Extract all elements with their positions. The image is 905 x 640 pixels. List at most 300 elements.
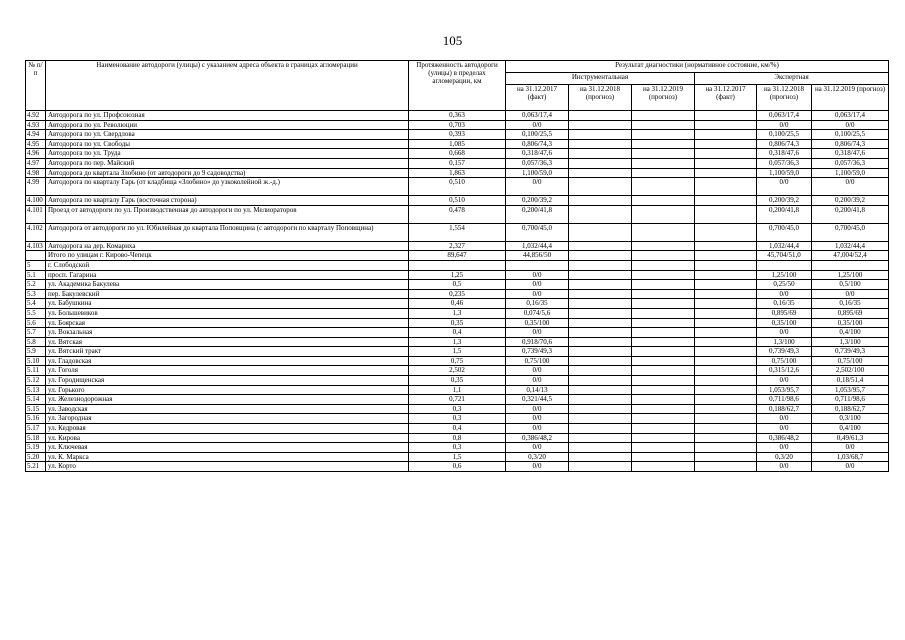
- diagnostics-table: [25, 60, 889, 472]
- row-number-cell: 4.103: [26, 241, 46, 251]
- instr-2017-cell: [506, 260, 569, 270]
- expert-2017-cell: [695, 366, 757, 376]
- road-name-cell: Автодорога по пер. Майский: [46, 158, 409, 168]
- instr-2019-cell: [632, 308, 695, 318]
- road-name-cell: ул. Бабушкина: [46, 299, 409, 309]
- road-name-cell: ул. Заводская: [46, 404, 409, 414]
- header-col-4: на 31.12.2017 (факт): [695, 85, 757, 111]
- instr-2019-cell: [632, 251, 695, 261]
- expert-2018-cell: 0,739/49,3: [757, 347, 812, 357]
- row-number-cell: 5.15: [26, 404, 46, 414]
- table-row: [26, 178, 889, 196]
- row-number-cell: 5.8: [26, 337, 46, 347]
- expert-2018-cell: 1,100/59,0: [757, 168, 812, 178]
- expert-2018-cell: 0,75/100: [757, 356, 812, 366]
- expert-2019-cell: 0,700/45,0: [812, 223, 889, 241]
- table-row: [26, 168, 889, 178]
- road-name-cell: ул. Вятская: [46, 337, 409, 347]
- expert-2019-cell: 0,200/41,8: [812, 205, 889, 223]
- row-number-cell: 5.18: [26, 433, 46, 443]
- instr-2017-cell: 0/0: [506, 376, 569, 386]
- expert-2018-cell: 0,100/25,5: [757, 130, 812, 140]
- instr-2018-cell: [569, 280, 632, 290]
- road-length-cell: 0,46: [409, 299, 506, 309]
- expert-2019-cell: 1,03/68,7: [812, 452, 889, 462]
- table-row: [26, 205, 889, 223]
- expert-2018-cell: 1,25/100: [757, 270, 812, 280]
- table-row: [26, 366, 889, 376]
- instr-2017-cell: 0,318/47,6: [506, 149, 569, 159]
- expert-2018-cell: 0/0: [757, 376, 812, 386]
- instr-2018-cell: [569, 356, 632, 366]
- expert-2018-cell: 0/0: [757, 414, 812, 424]
- instr-2018-cell: [569, 308, 632, 318]
- road-length-cell: 0,8: [409, 433, 506, 443]
- expert-2017-cell: [695, 120, 757, 130]
- instr-2019-cell: [632, 223, 695, 241]
- instr-2019-cell: [632, 414, 695, 424]
- header-col-6: на 31.12.2019 (прогноз): [812, 85, 889, 111]
- instr-2018-cell: [569, 130, 632, 140]
- expert-2018-cell: 0/0: [757, 120, 812, 130]
- expert-2019-cell: 47,004/52,4: [812, 251, 889, 261]
- table-row: [26, 385, 889, 395]
- road-length-cell: 0,3: [409, 414, 506, 424]
- instr-2018-cell: [569, 251, 632, 261]
- instr-2017-cell: 0,200/39,2: [506, 196, 569, 206]
- instr-2018-cell: [569, 347, 632, 357]
- row-number-cell: 5.21: [26, 462, 46, 472]
- instr-2019-cell: [632, 280, 695, 290]
- expert-2017-cell: [695, 424, 757, 434]
- road-length-cell: 1,5: [409, 347, 506, 357]
- instr-2017-cell: 0/0: [506, 462, 569, 472]
- road-length-cell: 0,35: [409, 376, 506, 386]
- instr-2018-cell: [569, 149, 632, 159]
- road-length-cell: 89,647: [409, 251, 506, 261]
- expert-2017-cell: [695, 462, 757, 472]
- expert-2017-cell: [695, 452, 757, 462]
- expert-2017-cell: [695, 433, 757, 443]
- expert-2017-cell: [695, 414, 757, 424]
- expert-2019-cell: 1,25/100: [812, 270, 889, 280]
- expert-2018-cell: 0,700/45,0: [757, 223, 812, 241]
- instr-2019-cell: [632, 385, 695, 395]
- expert-2019-cell: 0,75/100: [812, 356, 889, 366]
- road-name-cell: Автодорога по ул. Свердлова: [46, 130, 409, 140]
- road-length-cell: 0,510: [409, 196, 506, 206]
- row-number-cell: 5.11: [26, 366, 46, 376]
- road-length-cell: 0,721: [409, 395, 506, 405]
- table-row: [26, 404, 889, 414]
- road-name-cell: ул. Железнодорожная: [46, 395, 409, 405]
- expert-2019-cell: 0,49/61,3: [812, 433, 889, 443]
- instr-2018-cell: [569, 111, 632, 121]
- expert-2017-cell: [695, 443, 757, 453]
- road-length-cell: 2,502: [409, 366, 506, 376]
- row-number-cell: 5: [26, 260, 46, 270]
- instr-2019-cell: [632, 130, 695, 140]
- expert-2019-cell: 1,3/100: [812, 337, 889, 347]
- table-row: [26, 376, 889, 386]
- expert-2017-cell: [695, 223, 757, 241]
- expert-2018-cell: 0,318/47,6: [757, 149, 812, 159]
- road-name-cell: ул. Городищенская: [46, 376, 409, 386]
- instr-2018-cell: [569, 404, 632, 414]
- row-number-cell: 5.10: [26, 356, 46, 366]
- expert-2017-cell: [695, 299, 757, 309]
- table-row: [26, 149, 889, 159]
- table-row: [26, 452, 889, 462]
- road-length-cell: 1,554: [409, 223, 506, 241]
- expert-2018-cell: 0/0: [757, 424, 812, 434]
- expert-2018-cell: 0,895/69: [757, 308, 812, 318]
- instr-2018-cell: [569, 366, 632, 376]
- road-name-cell: Автодорога по ул. Труда: [46, 149, 409, 159]
- table-row: [26, 120, 889, 130]
- road-length-cell: 0,235: [409, 289, 506, 299]
- table-row: [26, 260, 889, 270]
- instr-2019-cell: [632, 433, 695, 443]
- instr-2019-cell: [632, 356, 695, 366]
- table-body: [26, 111, 889, 472]
- row-number-cell: 4.96: [26, 149, 46, 159]
- expert-2019-cell: 0/0: [812, 178, 889, 196]
- expert-2019-cell: 0,35/100: [812, 318, 889, 328]
- road-length-cell: 1,3: [409, 337, 506, 347]
- expert-2018-cell: 1,3/100: [757, 337, 812, 347]
- expert-2017-cell: [695, 356, 757, 366]
- instr-2018-cell: [569, 424, 632, 434]
- instr-2018-cell: [569, 178, 632, 196]
- instr-2019-cell: [632, 241, 695, 251]
- instr-2019-cell: [632, 168, 695, 178]
- instr-2017-cell: 0,321/44,5: [506, 395, 569, 405]
- expert-2018-cell: 0,3/20: [757, 452, 812, 462]
- instr-2018-cell: [569, 120, 632, 130]
- instr-2019-cell: [632, 120, 695, 130]
- expert-2017-cell: [695, 196, 757, 206]
- expert-2018-cell: 0/0: [757, 462, 812, 472]
- instr-2017-cell: 0,918/70,6: [506, 337, 569, 347]
- expert-2017-cell: [695, 289, 757, 299]
- instr-2018-cell: [569, 337, 632, 347]
- table-row: [26, 318, 889, 328]
- expert-2019-cell: 0,895/69: [812, 308, 889, 318]
- instr-2017-cell: 0/0: [506, 178, 569, 196]
- expert-2018-cell: 1,032/44,4: [757, 241, 812, 251]
- expert-2019-cell: 1,032/44,4: [812, 241, 889, 251]
- expert-2018-cell: 0,188/62,7: [757, 404, 812, 414]
- road-name-cell: ул. Боярская: [46, 318, 409, 328]
- road-name-cell: ул. Горького: [46, 385, 409, 395]
- expert-2017-cell: [695, 376, 757, 386]
- road-length-cell: 0,393: [409, 130, 506, 140]
- road-length-cell: 2,327: [409, 241, 506, 251]
- header-col-2: на 31.12.2018 (прогноз): [569, 85, 632, 111]
- expert-2019-cell: 0,806/74,3: [812, 139, 889, 149]
- row-number-cell: 5.9: [26, 347, 46, 357]
- expert-2019-cell: 0,5/100: [812, 280, 889, 290]
- table-row: [26, 223, 889, 241]
- road-length-cell: 0,3: [409, 404, 506, 414]
- instr-2019-cell: [632, 158, 695, 168]
- road-name-cell: Автодорога по ул. Революции: [46, 120, 409, 130]
- row-number-cell: 4.97: [26, 158, 46, 168]
- expert-2017-cell: [695, 347, 757, 357]
- instr-2019-cell: [632, 270, 695, 280]
- instr-2017-cell: 0,074/5,6: [506, 308, 569, 318]
- road-name-cell: Автодорога от автодороги по ул. Юбилейная до квартала Поповщина (с автодороги по кварталу Поповщина): [46, 223, 409, 241]
- road-name-cell: г. Слободской: [46, 260, 409, 270]
- instr-2018-cell: [569, 241, 632, 251]
- road-name-cell: ул. Вокзальная: [46, 328, 409, 338]
- instr-2018-cell: [569, 205, 632, 223]
- road-name-cell: ул. Загородная: [46, 414, 409, 424]
- expert-2018-cell: 0/0: [757, 289, 812, 299]
- road-length-cell: 0,703: [409, 120, 506, 130]
- instr-2019-cell: [632, 205, 695, 223]
- road-name-cell: ул. Кирова: [46, 433, 409, 443]
- road-name-cell: Итого по улицам г. Кирово-Чепецк: [46, 251, 409, 261]
- instr-2017-cell: 1,100/59,0: [506, 168, 569, 178]
- instr-2019-cell: [632, 196, 695, 206]
- expert-2018-cell: 0,315/12,6: [757, 366, 812, 376]
- expert-2019-cell: 0,188/62,7: [812, 404, 889, 414]
- expert-2019-cell: 2,502/100: [812, 366, 889, 376]
- expert-2017-cell: [695, 308, 757, 318]
- instr-2019-cell: [632, 337, 695, 347]
- expert-2017-cell: [695, 270, 757, 280]
- instr-2017-cell: 0,35/100: [506, 318, 569, 328]
- expert-2017-cell: [695, 385, 757, 395]
- road-name-cell: Автодорога до квартала Злобино (от автодороги до 9 садоводства): [46, 168, 409, 178]
- table-row: [26, 443, 889, 453]
- expert-2017-cell: [695, 111, 757, 121]
- table-row: [26, 280, 889, 290]
- road-length-cell: 0,363: [409, 111, 506, 121]
- instr-2019-cell: [632, 328, 695, 338]
- row-number-cell: 5.3: [26, 289, 46, 299]
- road-name-cell: ул. Вятский тракт: [46, 347, 409, 357]
- instr-2018-cell: [569, 328, 632, 338]
- instr-2017-cell: 0,386/48,2: [506, 433, 569, 443]
- expert-2019-cell: 0,18/51,4: [812, 376, 889, 386]
- expert-2018-cell: 0,200/41,8: [757, 205, 812, 223]
- instr-2018-cell: [569, 168, 632, 178]
- instr-2018-cell: [569, 289, 632, 299]
- header-result: Результат диагностики (нормативное состояние, км/%): [506, 61, 889, 73]
- instr-2017-cell: 0,739/49,3: [506, 347, 569, 357]
- instr-2019-cell: [632, 376, 695, 386]
- road-name-cell: Автодорога по ул. Свободы: [46, 139, 409, 149]
- road-name-cell: Автодорога по кварталу Гарь (восточная сторона): [46, 196, 409, 206]
- expert-2017-cell: [695, 337, 757, 347]
- page-number: 105: [442, 33, 463, 48]
- instr-2019-cell: [632, 462, 695, 472]
- table-row: [26, 111, 889, 121]
- table-header: [26, 61, 889, 111]
- road-length-cell: 1,5: [409, 452, 506, 462]
- road-length-cell: 0,5: [409, 280, 506, 290]
- road-length-cell: 1,085: [409, 139, 506, 149]
- expert-2017-cell: [695, 280, 757, 290]
- expert-2018-cell: 0/0: [757, 328, 812, 338]
- instr-2019-cell: [632, 111, 695, 121]
- expert-2019-cell: 0/0: [812, 289, 889, 299]
- instr-2019-cell: [632, 139, 695, 149]
- table-row: [26, 462, 889, 472]
- instr-2019-cell: [632, 424, 695, 434]
- instr-2017-cell: 0,200/41,8: [506, 205, 569, 223]
- expert-2018-cell: 0,063/17,4: [757, 111, 812, 121]
- road-name-cell: Автодорога по кварталу Гарь (от кладбища «Злобино» до узкоколейной ж.-д.): [46, 178, 409, 196]
- table-row: [26, 270, 889, 280]
- instr-2017-cell: 0/0: [506, 443, 569, 453]
- row-number-cell: 4.93: [26, 120, 46, 130]
- row-number-cell: 4.101: [26, 205, 46, 223]
- expert-2018-cell: 0/0: [757, 178, 812, 196]
- table-row: [26, 347, 889, 357]
- road-name-cell: ул. К. Маркса: [46, 452, 409, 462]
- row-number-cell: 5.20: [26, 452, 46, 462]
- road-length-cell: 1,3: [409, 308, 506, 318]
- road-length-cell: 0,6: [409, 462, 506, 472]
- header-length: Протяженность автодороги (улицы) в пределах агломерации, км: [409, 61, 506, 111]
- table-row: [26, 130, 889, 140]
- expert-2017-cell: [695, 395, 757, 405]
- expert-2017-cell: [695, 404, 757, 414]
- row-number-cell: 4.92: [26, 111, 46, 121]
- instr-2018-cell: [569, 452, 632, 462]
- table-row: [26, 139, 889, 149]
- expert-2018-cell: 1,053/95,7: [757, 385, 812, 395]
- header-col-3: на 31.12.2019 (прогноз): [632, 85, 695, 111]
- expert-2017-cell: [695, 139, 757, 149]
- expert-2017-cell: [695, 251, 757, 261]
- instr-2018-cell: [569, 433, 632, 443]
- instr-2017-cell: 1,032/44,4: [506, 241, 569, 251]
- road-length-cell: 0,478: [409, 205, 506, 223]
- instr-2017-cell: 0/0: [506, 328, 569, 338]
- instr-2018-cell: [569, 462, 632, 472]
- expert-2017-cell: [695, 168, 757, 178]
- header-instrumental: Инструментальная: [506, 73, 695, 85]
- row-number-cell: 4.102: [26, 223, 46, 241]
- instr-2018-cell: [569, 385, 632, 395]
- road-length-cell: 1,1: [409, 385, 506, 395]
- instr-2017-cell: 0,14/13: [506, 385, 569, 395]
- row-number-cell: 5.4: [26, 299, 46, 309]
- expert-2019-cell: 1,100/59,0: [812, 168, 889, 178]
- road-length-cell: 0,35: [409, 318, 506, 328]
- road-length-cell: 0,157: [409, 158, 506, 168]
- expert-2019-cell: [812, 260, 889, 270]
- expert-2019-cell: 0/0: [812, 120, 889, 130]
- instr-2018-cell: [569, 158, 632, 168]
- expert-2019-cell: 0,200/39,2: [812, 196, 889, 206]
- expert-2017-cell: [695, 328, 757, 338]
- expert-2019-cell: 0,4/100: [812, 424, 889, 434]
- expert-2018-cell: 0,200/39,2: [757, 196, 812, 206]
- table-row: [26, 196, 889, 206]
- instr-2018-cell: [569, 260, 632, 270]
- expert-2017-cell: [695, 158, 757, 168]
- expert-2019-cell: 0/0: [812, 443, 889, 453]
- road-length-cell: 0,4: [409, 424, 506, 434]
- expert-2019-cell: 0,3/100: [812, 414, 889, 424]
- instr-2017-cell: 0,100/25,5: [506, 130, 569, 140]
- expert-2018-cell: 45,704/51,0: [757, 251, 812, 261]
- road-length-cell: 0,4: [409, 328, 506, 338]
- instr-2017-cell: 0,75/100: [506, 356, 569, 366]
- road-length-cell: 0,3: [409, 443, 506, 453]
- instr-2019-cell: [632, 395, 695, 405]
- table-row: [26, 299, 889, 309]
- expert-2019-cell: 0,711/98,6: [812, 395, 889, 405]
- road-name-cell: ул. Ключевая: [46, 443, 409, 453]
- table-row: [26, 414, 889, 424]
- expert-2019-cell: 0,318/47,6: [812, 149, 889, 159]
- header-name: Наименование автодороги (улицы) с указанием адреса объекта в границах агломерации: [46, 61, 409, 111]
- instr-2018-cell: [569, 139, 632, 149]
- expert-2018-cell: 0,35/100: [757, 318, 812, 328]
- expert-2018-cell: 0/0: [757, 443, 812, 453]
- table-row: [26, 337, 889, 347]
- road-name-cell: Проезд от автодороги по ул. Производственная до автодороги по ул. Мелиораторов: [46, 205, 409, 223]
- instr-2019-cell: [632, 149, 695, 159]
- instr-2019-cell: [632, 452, 695, 462]
- road-name-cell: ул. Гоголя: [46, 366, 409, 376]
- expert-2018-cell: 0,16/35: [757, 299, 812, 309]
- instr-2017-cell: 0/0: [506, 414, 569, 424]
- table-row: [26, 433, 889, 443]
- instr-2019-cell: [632, 347, 695, 357]
- row-number-cell: 5.14: [26, 395, 46, 405]
- expert-2019-cell: 0,4/100: [812, 328, 889, 338]
- road-name-cell: ул. Академика Бакулева: [46, 280, 409, 290]
- instr-2017-cell: 44,856/50: [506, 251, 569, 261]
- table-row: [26, 328, 889, 338]
- instr-2017-cell: 0/0: [506, 366, 569, 376]
- row-number-cell: 5.1: [26, 270, 46, 280]
- instr-2019-cell: [632, 404, 695, 414]
- road-length-cell: [409, 260, 506, 270]
- road-length-cell: 0,510: [409, 178, 506, 196]
- header-col-1: на 31.12.2017 (факт): [506, 85, 569, 111]
- instr-2017-cell: 0/0: [506, 280, 569, 290]
- expert-2017-cell: [695, 241, 757, 251]
- expert-2019-cell: 0/0: [812, 462, 889, 472]
- road-name-cell: Автодорога на дер. Комариха: [46, 241, 409, 251]
- instr-2019-cell: [632, 289, 695, 299]
- road-length-cell: 0,75: [409, 356, 506, 366]
- table-row: [26, 395, 889, 405]
- road-name-cell: просп. Гагарина: [46, 270, 409, 280]
- instr-2017-cell: 0,806/74,3: [506, 139, 569, 149]
- row-number-cell: 5.12: [26, 376, 46, 386]
- expert-2018-cell: 0,806/74,3: [757, 139, 812, 149]
- instr-2018-cell: [569, 270, 632, 280]
- instr-2019-cell: [632, 443, 695, 453]
- instr-2017-cell: 0/0: [506, 404, 569, 414]
- instr-2018-cell: [569, 196, 632, 206]
- table-row: [26, 251, 889, 261]
- expert-2019-cell: 0,16/35: [812, 299, 889, 309]
- row-number-cell: 5.5: [26, 308, 46, 318]
- expert-2019-cell: 0,057/36,3: [812, 158, 889, 168]
- row-number-cell: 5.19: [26, 443, 46, 453]
